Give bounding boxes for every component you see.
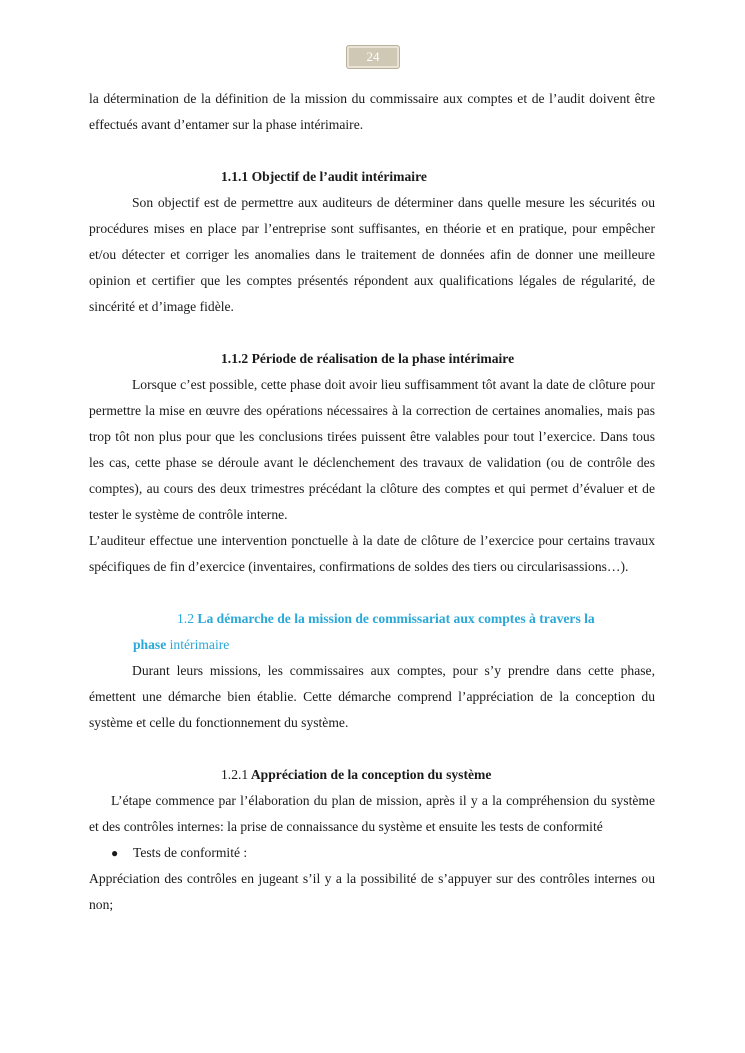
intro-paragraph: la détermination de la définition de la mission du commissaire aux comptes et de l’audit doivent être effectués avant d’entamer sur la phase intérimaire. [89, 91, 655, 132]
heading-1-2 [89, 606, 655, 632]
bullet-dot-icon: ● [111, 846, 119, 860]
page-number: 24 [346, 45, 400, 69]
heading-1-2-1 [89, 762, 655, 788]
bullet-item [89, 840, 655, 866]
heading-1-2-continuation [89, 632, 655, 658]
paragraph-1-2-1: L’étape commence par l’élaboration du plan de mission, après il y a la compréhension du système et des contrôles internes: la prise de connaissance du système et ensuite les tests de conformité [89, 793, 655, 834]
paragraph-1-2: Durant leurs missions, les commissaires aux comptes, pour s’y prendre dans cette phase, émettent une démarche bien établie. Cette démarche comprend l’appréciation de la conception du système et celle du fonctionnement du système. [89, 663, 655, 730]
bullet-text: Tests de conformité : [133, 845, 248, 860]
heading-1-1-2: 1.1.2 Période de réalisation de la phase intérimaire [221, 351, 515, 366]
document-body [89, 86, 655, 918]
heading-1-2-number: 1.2 [177, 611, 194, 626]
paragraph-1-2-1-b: Appréciation des contrôles en jugeant s’il y a la possibilité de s’appuyer sur des contrôles internes ou non; [89, 871, 655, 912]
heading-1-1-1: 1.1.1 Objectif de l’audit intérimaire [221, 169, 427, 184]
heading-1-2-title-bold: phase [133, 637, 167, 652]
heading-1-2-title-normal: intérimaire [169, 637, 230, 652]
heading-1-2-title-line1: La démarche de la mission de commissariat aux comptes à travers la [197, 611, 595, 626]
heading-1-2-1-title: Appréciation de la conception du système [250, 767, 492, 782]
paragraph-1-1-2: Lorsque c’est possible, cette phase doit avoir lieu suffisamment tôt avant la date de clôture pour permettre la mise en œuvre des opérations nécessaires à la correction de certaines anomalies, mais pas trop tôt non plus pour que les conclusions tirées puissent être valables pour tout l’exercice. Dans tous les cas, cette phase se déroule avant le déclenchement des travaux de validation (ou de contrôle des comptes), au cours des deux trimestres précédant la clôture des comptes et qui permet d’évaluer et de tester le système de contrôle interne. [89, 377, 655, 522]
heading-1-2-1-number: 1.2.1 [221, 767, 249, 782]
paragraph-1-1-2-b: L’auditeur effectue une intervention ponctuelle à la date de clôture de l’exercice pour certains travaux spécifiques de fin d’exercice (inventaires, confirmations de soldes des tiers ou circularisassions…). [89, 533, 655, 574]
paragraph-1-1-1: Son objectif est de permettre aux auditeurs de déterminer dans quelle mesure les sécurités ou procédures mises en place par l’entreprise sont suffisantes, en théorie et en pratique, pour empêcher et/ou détecter et corriger les anomalies dans le traitement de données afin de donner une meilleure opinion et certifier que les comptes présentés répondent aux qualifications légales de régularité, de sincérité et d’image fidèle. [89, 195, 655, 314]
